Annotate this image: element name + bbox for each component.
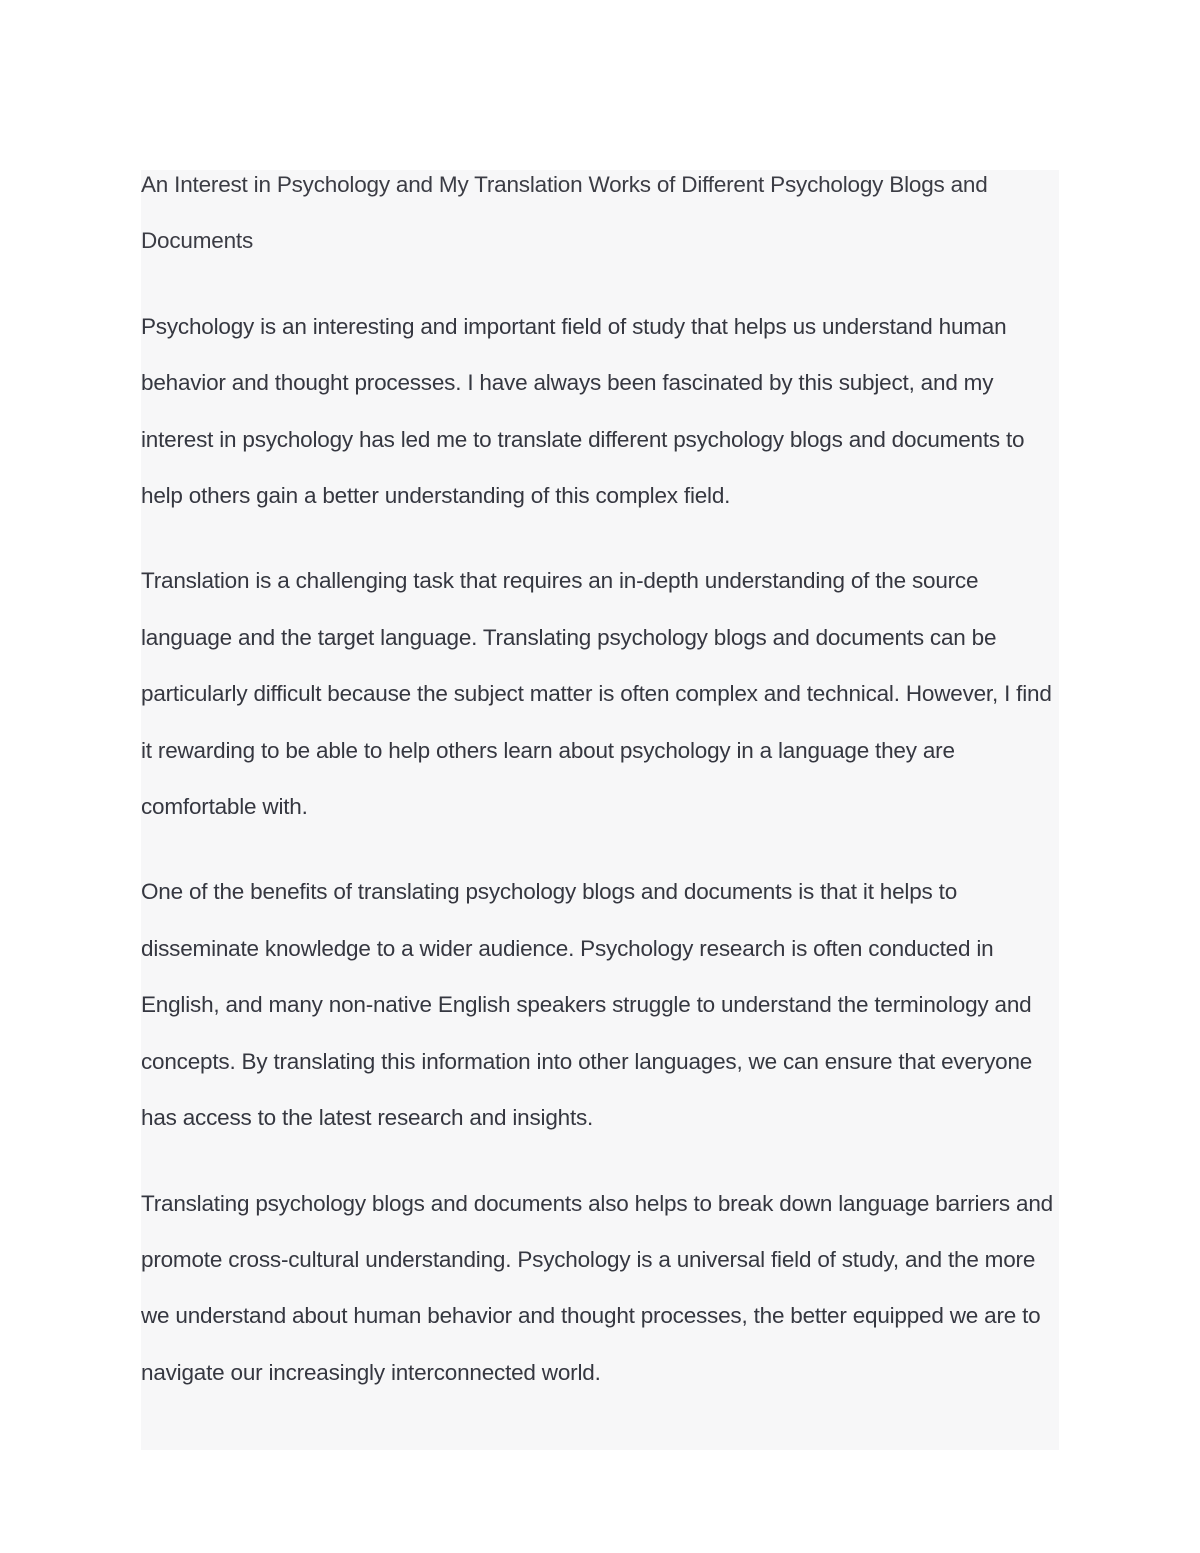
paragraph-4: Translating psychology blogs and documents also helps to break down language barriers and promote cross-cultural understanding. Psychology is a universal field of study, and the more we understand about human behavior and thought processes, the better equipped we are to navigate our increasingly interconnected world.: [141, 1190, 1053, 1385]
document-body: [141, 157, 1059, 1430]
paragraph-1: Psychology is an interesting and important field of study that helps us understand human behavior and thought processes. I have always been fascinated by this subject, and my interest in psychology has led me to translate different psychology blogs and documents to help others gain a better understanding of this complex field.: [141, 313, 1025, 509]
paragraph-3: One of the benefits of translating psychology blogs and documents is that it helps to disseminate knowledge to a wider audience. Psychology research is often conducted in English, and many non-native English speakers struggle to understand the terminology and concepts. By translating this information into other languages, we can ensure that everyone has access to the latest research and insights.: [141, 879, 1033, 1131]
paragraph-2: Translation is a challenging task that requires an in-depth understanding of the source language and the target language. Translating psychology blogs and documents can be particularly difficult because the subject matter is often complex and technical. However, I find it rewarding to be able to help others learn about psychology in a language they are comfortable with.: [141, 568, 1052, 820]
document-title: An Interest in Psychology and My Translation Works of Different Psychology Blogs and Documents: [141, 172, 988, 254]
